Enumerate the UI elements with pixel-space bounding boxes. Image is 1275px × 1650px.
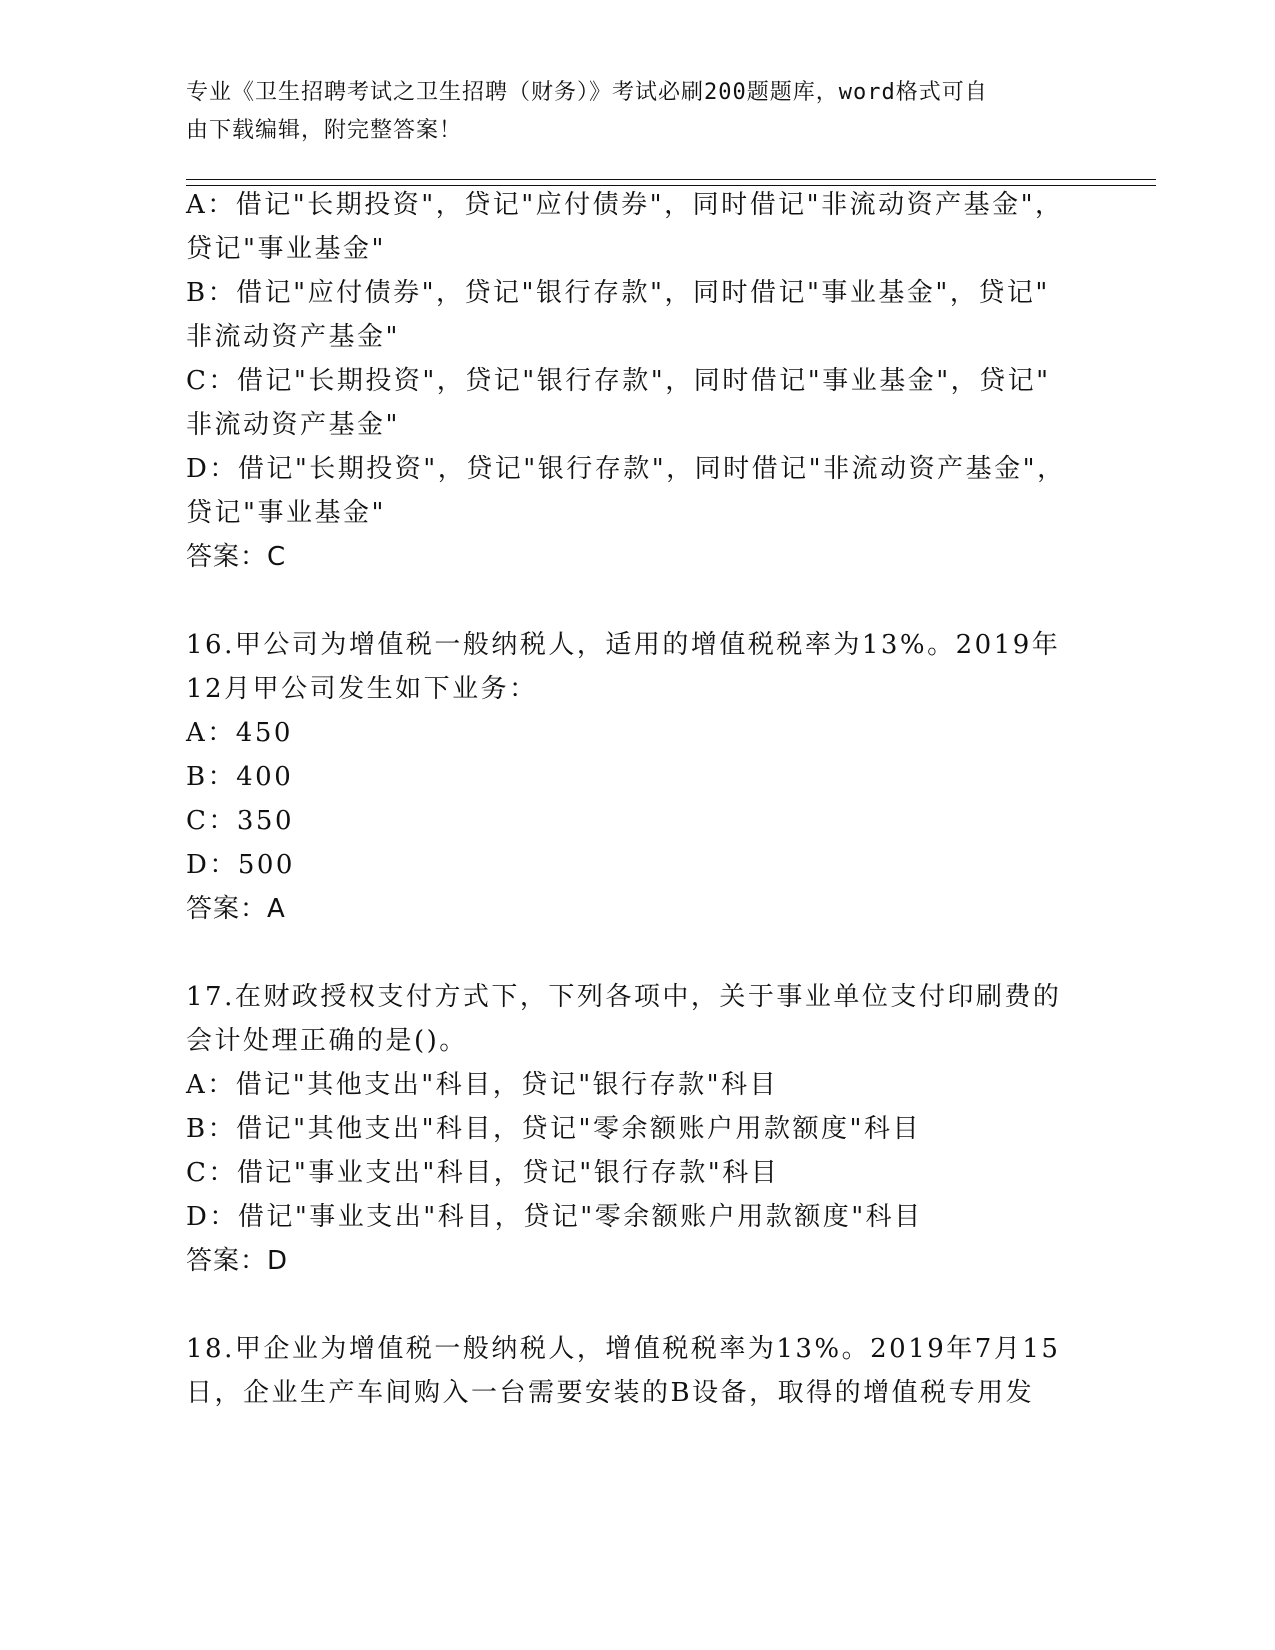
q15-option-b-line-2: 非流动资产基金"	[186, 322, 400, 352]
q16-option-c: C：350	[186, 806, 295, 836]
header-line-2: 由下载编辑，附完整答案！	[186, 118, 463, 143]
q17-option-c: C：借记"事业支出"科目，贷记"银行存款"科目	[186, 1158, 780, 1188]
q15-answer: 答案：C	[186, 542, 287, 572]
q15-option-a-line-2: 贷记"事业基金"	[186, 234, 386, 264]
q15-option-d-line-2: 贷记"事业基金"	[186, 498, 386, 528]
q17-option-d: D：借记"事业支出"科目，贷记"零余额账户用款额度"科目	[186, 1202, 923, 1232]
q16-option-a: A：450	[186, 718, 293, 748]
header-divider-top	[186, 179, 1156, 180]
q15-option-c-line-2: 非流动资产基金"	[186, 410, 400, 440]
q17-stem-line-2: 会计处理正确的是()。	[186, 1026, 468, 1056]
q15-option-d-line-1: D：借记"长期投资"，贷记"银行存款"，同时借记"非流动资产基金"，	[186, 454, 1066, 484]
q17-stem-line-1: 17.在财政授权支付方式下，下列各项中，关于事业单位支付印刷费的	[186, 982, 1062, 1012]
q17-option-a: A：借记"其他支出"科目，贷记"银行存款"科目	[186, 1070, 779, 1100]
q16-option-b: B：400	[186, 762, 294, 792]
q16-option-d: D：500	[186, 850, 295, 880]
q15-option-c-line-1: C：借记"长期投资"，贷记"银行存款"，同时借记"事业基金"，贷记"	[186, 366, 1051, 396]
q15-option-b-line-1: B：借记"应付债券"，贷记"银行存款"，同时借记"事业基金"，贷记"	[186, 278, 1050, 308]
q15-option-a-line-1: A：借记"长期投资"，贷记"应付债券"，同时借记"非流动资产基金"，	[186, 190, 1064, 220]
header-line-1: 专业《卫生招聘考试之卫生招聘（财务）》考试必刷200题题库，word格式可自	[186, 80, 988, 105]
q18-stem-line-2: 日，企业生产车间购入一台需要安装的B设备，取得的增值税专用发	[186, 1378, 1035, 1408]
q17-answer: 答案：D	[186, 1246, 289, 1276]
q18-stem-line-1: 18.甲企业为增值税一般纳税人，增值税税率为13%。2019年7月15	[186, 1334, 1061, 1364]
q16-stem-line-1: 16.甲公司为增值税一般纳税人，适用的增值税税率为13%。2019年	[186, 630, 1061, 660]
q16-stem-line-2: 12月甲公司发生如下业务：	[186, 674, 538, 704]
q16-answer: 答案：A	[186, 894, 286, 924]
q17-option-b: B：借记"其他支出"科目，贷记"零余额账户用款额度"科目	[186, 1114, 921, 1144]
document-header	[186, 74, 1066, 150]
